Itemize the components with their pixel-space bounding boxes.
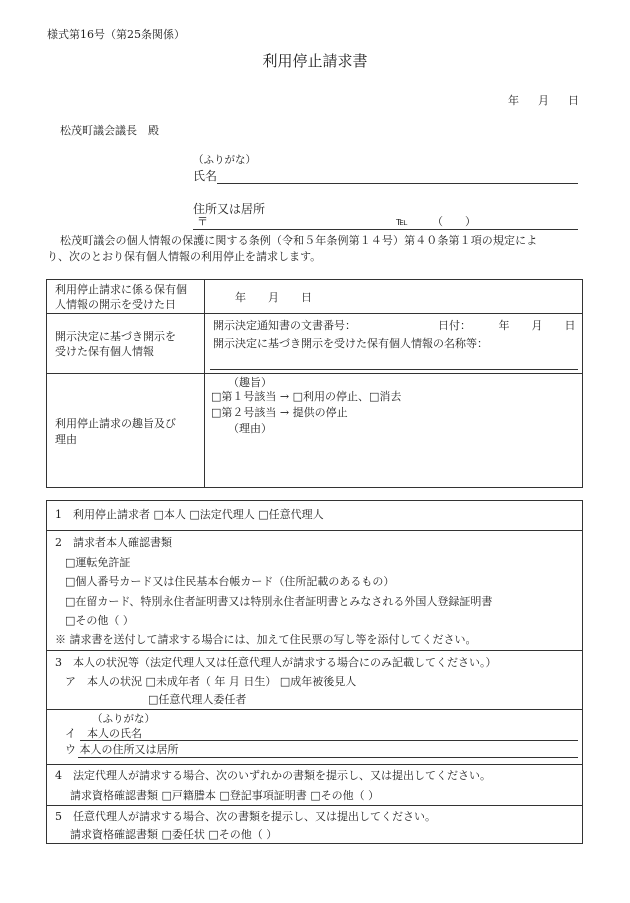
applicant-name-label: 氏名 [193, 169, 218, 183]
page-title: 利用停止請求書 [262, 52, 368, 70]
section-5-title: 5 任意代理人が請求する場合、次の書類を提示し、又は提出してください。 [55, 810, 436, 823]
row1-label: 利用停止請求に係る保有個 [55, 283, 187, 296]
section-divider [46, 805, 583, 806]
row3-purpose-heading: （趣旨） [228, 376, 272, 389]
section-3-title: 3 本人の状況等（法定代理人又は任意代理人が請求する場合にのみ記載してください。） [55, 656, 497, 669]
row3-label: 利用停止請求の趣旨及び [55, 417, 176, 430]
principal-name-field[interactable] [80, 740, 578, 741]
row2-info-name[interactable]: 開示決定に基づき開示を受けた保有個人情報の名称等： [213, 337, 488, 350]
principal-name-label: イ 本人の氏名 [65, 727, 142, 740]
addressee: 松茂町議会議長 殿 [60, 124, 159, 137]
row3-item-2[interactable]: □第２号該当 → 提供の停止 [211, 406, 348, 419]
section-4-title: 4 法定代理人が請求する場合、次のいずれかの書類を提示し、又は提出してください。 [55, 769, 491, 782]
row2-underline [210, 369, 578, 370]
table-row-divider [46, 313, 583, 314]
principal-address-field[interactable] [78, 757, 578, 758]
intro-line-1: 松茂町議会の個人情報の保護に関する条例（令和５年条例第１４号）第４０条第１項の規定によ [60, 234, 538, 247]
principal-status[interactable]: ア 本人の状況 □未成年者（ 年 月 日生） □成年被後見人 [65, 675, 357, 688]
date-month: 月 [538, 94, 549, 107]
row2-doc-number[interactable]: 開示決定通知書の文書番号： [213, 319, 356, 332]
id-doc-option[interactable]: □在留カード、特別永住者証明書又は特別永住者証明書とみなされる外国人登録証明書 [65, 595, 493, 608]
section-divider [46, 650, 583, 651]
section-2-note: ※ 請求書を送付して請求する場合には、加えて住民票の写し等を添付してください。 [55, 633, 477, 646]
date-day: 日 [568, 94, 579, 107]
section-2-title: 2 請求者本人確認書類 [55, 536, 172, 549]
tel-mark: ℡ [396, 215, 408, 228]
id-doc-option[interactable]: □その他（ ） [65, 614, 134, 627]
postal-mark: 〒 [197, 215, 208, 228]
date-year: 年 [508, 94, 519, 107]
row3-item-1[interactable]: □第１号該当 → □利用の停止、□消去 [211, 390, 402, 403]
section-divider [46, 709, 583, 710]
row2-label: 開示決定に基づき開示を [55, 330, 176, 343]
applicant-address-label: 住所又は居所 [193, 202, 266, 216]
table-divider-vertical [204, 279, 205, 488]
applicant-furigana: （ふりがな） [193, 154, 256, 166]
row3-reason-heading: （理由） [228, 422, 272, 435]
intro-line-2: り、次のとおり保有個人情報の利用停止を請求します。 [47, 250, 322, 263]
section-divider [46, 764, 583, 765]
section-4-docs[interactable]: 請求資格確認書類 □戸籍謄本 □登記事項証明書 □その他（ ） [70, 789, 380, 802]
principal-address-label: ウ 本人の住所又は居所 [65, 743, 179, 756]
row1-date-value[interactable]: 年 月 日 [235, 291, 312, 304]
section-5-docs[interactable]: 請求資格確認書類 □委任状 □その他（ ） [70, 828, 278, 841]
applicant-name-field[interactable] [217, 183, 578, 184]
applicant-address-field[interactable] [193, 229, 578, 230]
table-row-divider [46, 373, 583, 374]
tel-paren: （ ） [432, 215, 476, 228]
section-1-requester[interactable]: 1 利用停止請求者 □本人 □法定代理人 □任意代理人 [55, 508, 324, 521]
id-doc-option[interactable]: □運転免許証 [65, 556, 131, 569]
row2-date[interactable]: 日付： 年 月 日 [438, 319, 576, 332]
principal-furigana: （ふりがな） [92, 713, 155, 725]
principal-status-cont[interactable]: □任意代理人委任者 [148, 693, 247, 706]
id-doc-option[interactable]: □個人番号カード又は住民基本台帳カード（住所記載のあるもの） [65, 575, 395, 588]
row3-label-cont: 理由 [55, 433, 77, 446]
section-divider [46, 530, 583, 531]
row1-label-cont: 人情報の開示を受けた日 [55, 298, 176, 311]
row2-label-cont: 受けた保有個人情報 [55, 345, 154, 358]
form-number: 様式第16号（第25条関係） [47, 28, 185, 41]
